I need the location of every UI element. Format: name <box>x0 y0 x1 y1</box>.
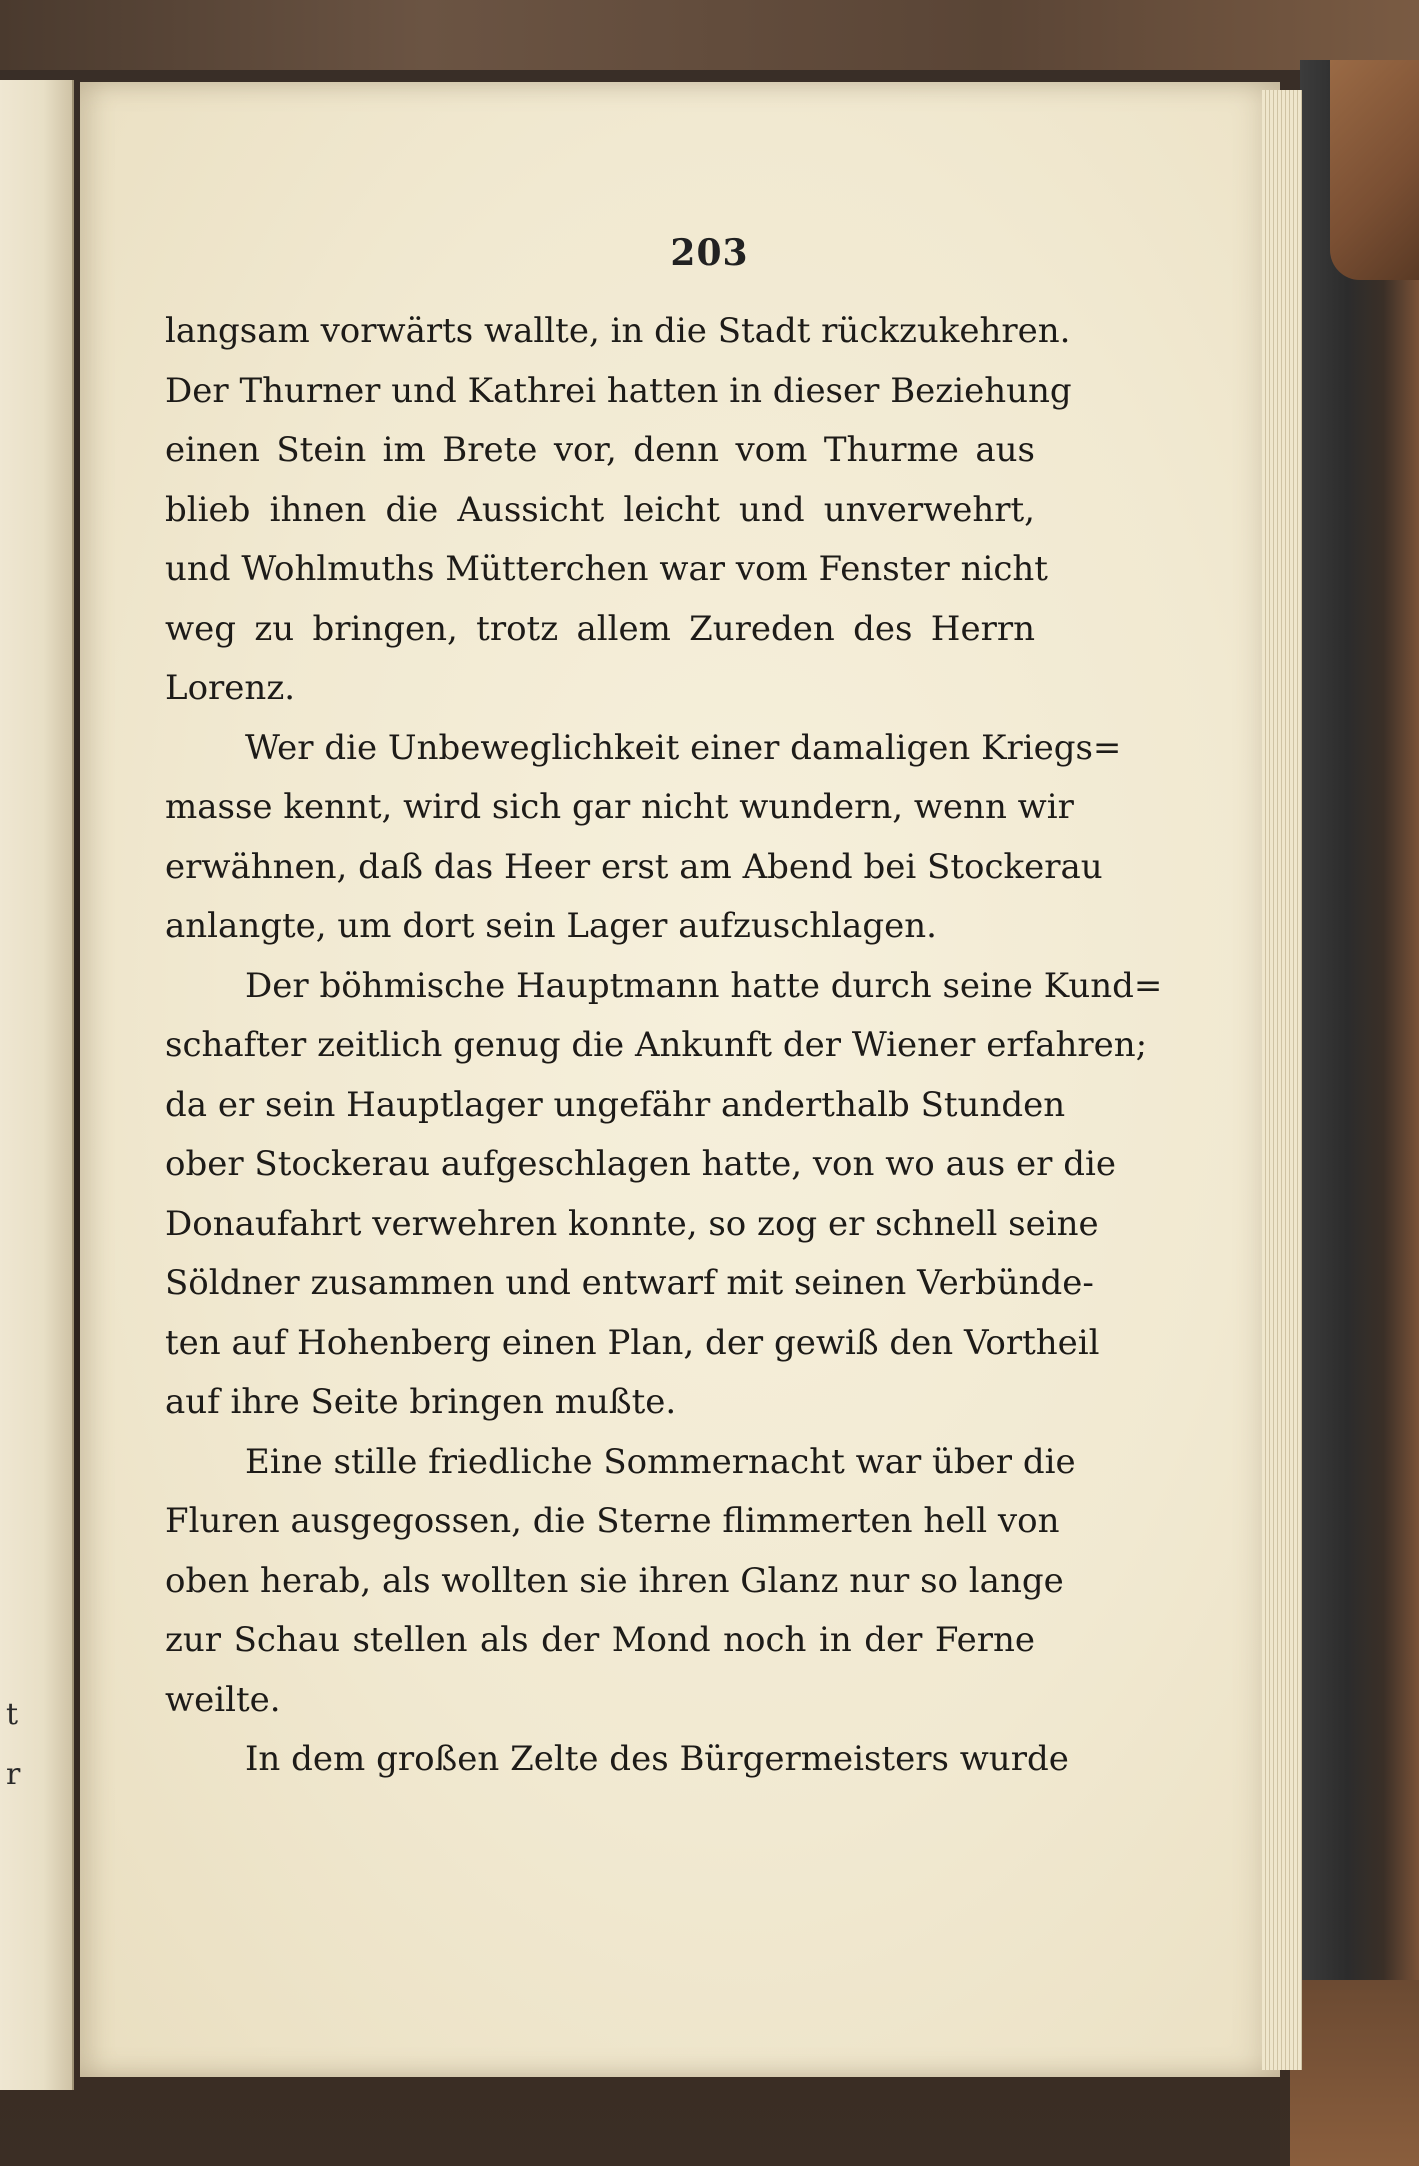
text-line: anlangte, um dort sein Lager aufzuschlagen. <box>165 906 937 946</box>
left-page-mark: r <box>6 1757 21 1792</box>
text-line: da er sein Hauptlager ungefähr anderthalb Stunden <box>165 1084 1066 1125</box>
book-spine-right <box>1300 60 1419 2120</box>
text-line: Wer die Unbeweglichkeit einer damaligen Kriegs= <box>245 727 1122 768</box>
left-page-mark: t <box>6 1697 19 1732</box>
text-line: auf ihre Seite bringen mußte. <box>165 1382 677 1422</box>
text-line: weg zu bringen, trotz allem Zureden des Herrn <box>165 608 1035 649</box>
text-line: masse kennt, wird sich gar nicht wundern, wenn wir <box>165 787 1074 827</box>
text-line: und Wohlmuths Mütterchen war vom Fenster nicht <box>165 549 1048 589</box>
text-line: Lorenz. <box>165 668 296 708</box>
text-line: Söldner zusammen und entwarf mit seinen Verbünde- <box>165 1263 1094 1303</box>
text-line: zur Schau stellen als der Mond noch in der Ferne <box>165 1620 1035 1660</box>
text-line: Eine stille friedliche Sommernacht war über die <box>245 1441 1076 1482</box>
text-line: Donaufahrt verwehren konnte, so zog er schnell seine <box>165 1203 1099 1244</box>
text-line: ten auf Hohenberg einen Plan, der gewiß den Vortheil <box>165 1322 1100 1363</box>
leather-corner-bottom <box>1290 1980 1419 2166</box>
text-line: schafter zeitlich genug die Ankunft der Wiener erfahren; <box>165 1025 1148 1065</box>
text-line: Der Thurner und Kathrei hatten in dieser Beziehung <box>165 370 1072 411</box>
text-line: weilte. <box>165 1679 281 1720</box>
text-line: blieb ihnen die Aussicht leicht und unverwehrt, <box>165 489 1035 530</box>
text-line: erwähnen, daß das Heer erst am Abend bei Stockerau <box>165 846 1103 887</box>
text-line: Der böhmische Hauptmann hatte durch seine Kund= <box>245 965 1163 1006</box>
page-edges <box>1262 90 1302 2070</box>
page-text-block <box>165 302 1163 1790</box>
text-line: langsam vorwärts wallte, in die Stadt rückzukehren. <box>165 311 1071 351</box>
text-line: In dem großen Zelte des Bürgermeisters wurde <box>245 1739 1069 1779</box>
text-line: Fluren ausgegossen, die Sterne flimmerten hell von <box>165 1501 1060 1541</box>
page-number: 203 <box>670 232 749 274</box>
text-line: einen Stein im Brete vor, denn vom Thurme aus <box>165 430 1035 470</box>
text-line: ober Stockerau aufgeschlagen hatte, von wo aus er die <box>165 1144 1116 1184</box>
text-line: oben herab, als wollten sie ihren Glanz nur so lange <box>165 1560 1064 1601</box>
cover-top-edge <box>0 0 1419 70</box>
